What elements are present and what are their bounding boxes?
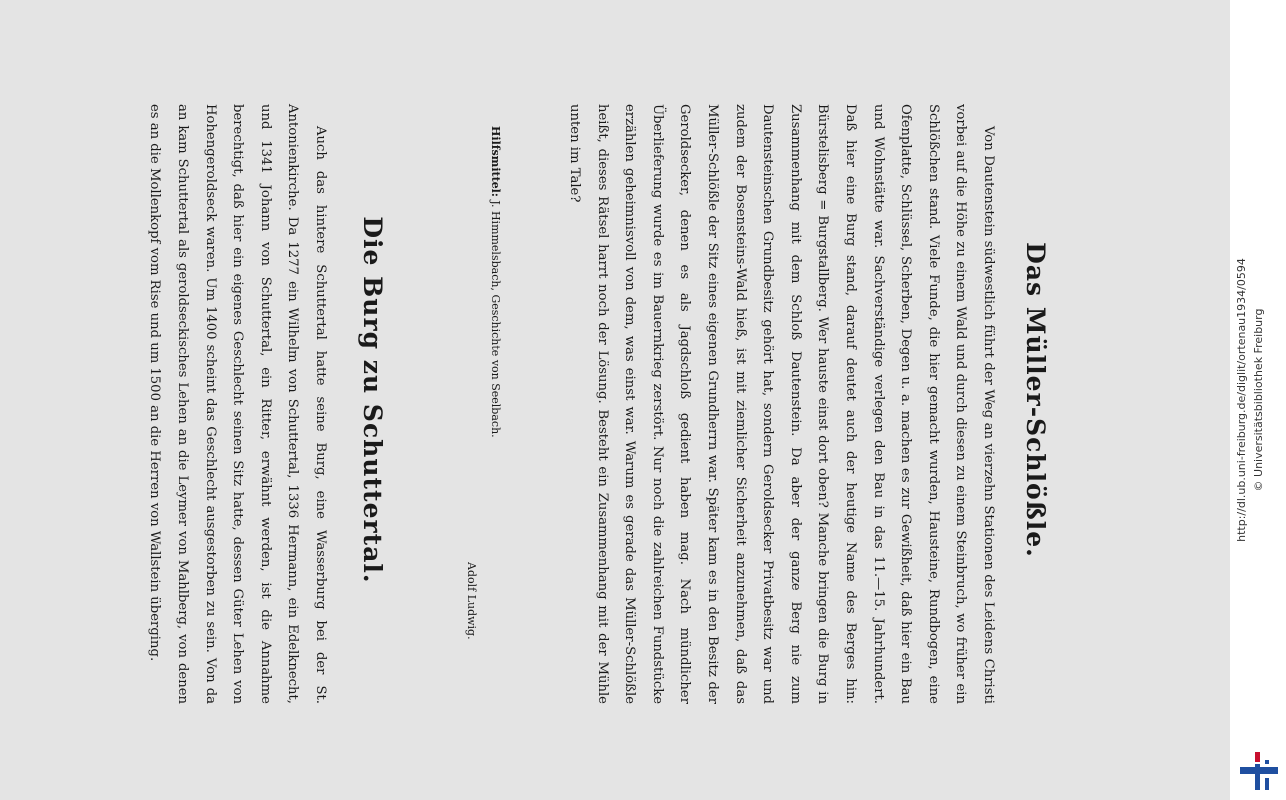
article1-author: Adolf Ludwig. [465, 562, 478, 640]
sources-label: Hilfsmittel: [489, 126, 502, 197]
copyright-notice: © Universitätsbibliothek Freiburg [1252, 308, 1265, 492]
source-url-link[interactable]: http://dl.ub.uni-freiburg.de/diglit/ortenau1934/0594 [1235, 258, 1248, 542]
article1-paragraph: Von Dautenstein südwestlich führt der Weg an vierzehn Stationen des Leidens Christi vorbei auf die Höhe zu einem Wald und durch diesen zu einem Steinbruch, wo früher ein Schlößchen stand. Viele Funde, die hier gemacht wurden, Hausteine, Rundbogen, eine Ofenplatte, Schlüssel, Scherben, Degen u. a. machen es zur Gewißheit, daß hier ein Bau und Wohnstätte war. Sachverständige verlegen den Bau in das 11.—15. Jahrhundert. Daß hier eine Burg stand, darauf deutet auch der heutige Name des Berges hin: Bürstelisberg = Burgstallberg. Wer hauste einst dort oben? Manche bringen die Burg in Zusammenhang mit dem Schloß Dautenstein. Da aber der ganze Berg nie zum Dautensteinschen Grundbesitz gehört hat, sondern Geroldsecker Privatbesitz war und zudem der Bosensteins-Wald hieß, ist mit ziemlicher Sicherheit anzunehmen, daß das Müller-Schlößle der Sitz eines eigenen Grundherrn war. Später kam es in den Besitz der Geroldsecker, denen es als Jagdschloß gedient haben mag. Nach mündlicher Überlieferung wurde es im Bauernkrieg zerstört. Nur noch die zahlreichen Fundstücke erzählen geheimnisvoll von dem, was einst war. Warum es gerade das Müller-Schlößle heißt, dieses Rätsel harrt noch der Lösung. Besteht ein Zusammenhang mit der Mühle unten im Tale? [567, 104, 996, 704]
article2-body [141, 104, 334, 704]
library-logo-icon [1238, 750, 1280, 792]
article2-paragraph: Auch das hintere Schuttertal hatte seine Burg, eine Wasserburg bei der St. Antonienkirche. Da 1277 ein Wilhelm von Schuttertal, 1336 Hermann, ein Edelknecht, und 1341 Johann von Schuttertal, ein Ritter, erwähnt werden, ist die Annahme berechtigt, daß hier ein eigenes Geschlecht seinen Sitz hatte, dessen Güter Lehen von Hohengeroldseck waren. Um 1400 scheint das Geschlecht ausgestorben zu sein. Von da an kam Schuttertal als geroldseckisches Lehen an die Leymer von Mahlberg, von denen es an die Mollenkopf vom Rise und um 1500 an die Herren von Wallstein überging. [147, 104, 328, 704]
article1-title: Das Müller-Schlößle. [1021, 242, 1050, 558]
article2-title: Die Burg zu Schuttertal. [358, 216, 387, 584]
article1-sources [489, 126, 502, 438]
sources-text: J. Himmelsbach, Geschichte von Seelbach. [489, 200, 502, 438]
sidebar-vertical-text [1233, 0, 1283, 800]
article1-body [561, 104, 1003, 704]
